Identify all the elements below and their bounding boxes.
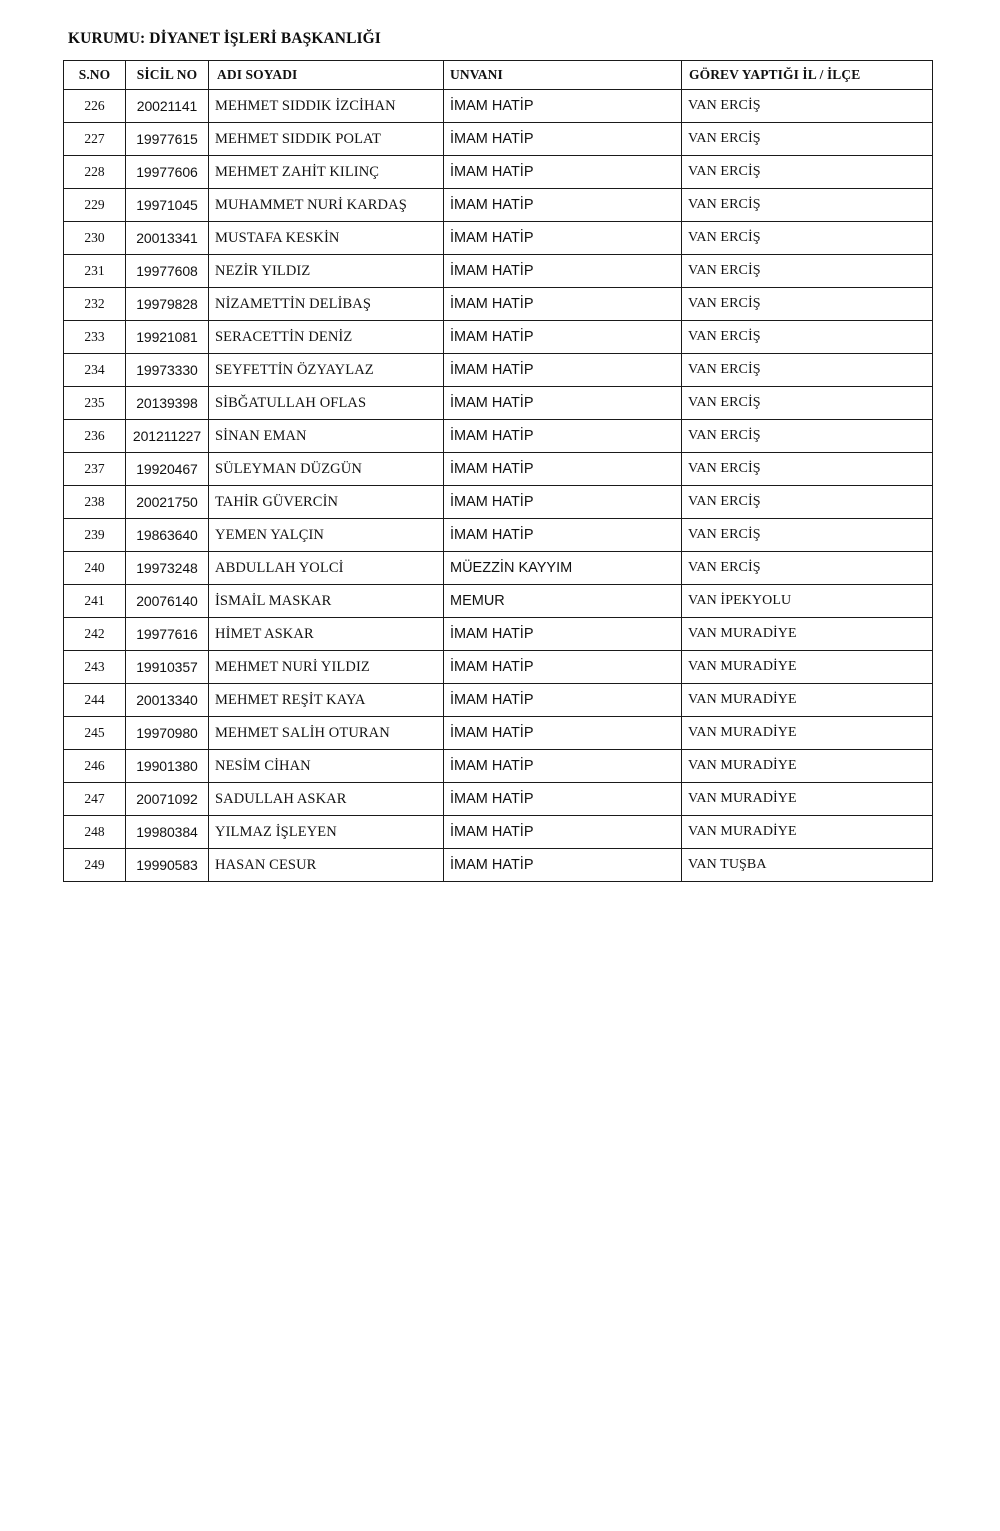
cell-name: HASAN CESUR xyxy=(209,849,444,882)
table-header-row xyxy=(64,61,933,90)
cell-sicil-no: 19973330 xyxy=(126,354,209,387)
cell-sicil-no: 20021141 xyxy=(126,90,209,123)
cell-title: MÜEZZİN KAYYIM xyxy=(444,552,682,585)
cell-location: VAN ERCİŞ xyxy=(682,354,933,387)
table-body xyxy=(64,90,933,882)
table-row xyxy=(64,255,933,288)
cell-sno: 242 xyxy=(64,618,126,651)
cell-sno: 249 xyxy=(64,849,126,882)
cell-name: YILMAZ İŞLEYEN xyxy=(209,816,444,849)
cell-sicil-no: 20139398 xyxy=(126,387,209,420)
table-row xyxy=(64,222,933,255)
cell-sno: 228 xyxy=(64,156,126,189)
cell-sno: 230 xyxy=(64,222,126,255)
table-row xyxy=(64,849,933,882)
table-row xyxy=(64,585,933,618)
cell-name: HİMET ASKAR xyxy=(209,618,444,651)
cell-location: VAN ERCİŞ xyxy=(682,420,933,453)
cell-sicil-no: 20013340 xyxy=(126,684,209,717)
cell-title: İMAM HATİP xyxy=(444,321,682,354)
table-row xyxy=(64,123,933,156)
cell-name: NESİM CİHAN xyxy=(209,750,444,783)
table-row xyxy=(64,783,933,816)
cell-sicil-no: 19973248 xyxy=(126,552,209,585)
cell-location: VAN ERCİŞ xyxy=(682,321,933,354)
cell-location: VAN İPEKYOLU xyxy=(682,585,933,618)
cell-title: İMAM HATİP xyxy=(444,783,682,816)
cell-sno: 238 xyxy=(64,486,126,519)
cell-sno: 236 xyxy=(64,420,126,453)
cell-sno: 240 xyxy=(64,552,126,585)
personnel-table-container xyxy=(63,60,932,882)
cell-location: VAN MURADİYE xyxy=(682,750,933,783)
cell-title: İMAM HATİP xyxy=(444,387,682,420)
cell-name: MEHMET NURİ YILDIZ xyxy=(209,651,444,684)
cell-sno: 241 xyxy=(64,585,126,618)
table-row xyxy=(64,684,933,717)
cell-title: İMAM HATİP xyxy=(444,288,682,321)
cell-location: VAN MURADİYE xyxy=(682,816,933,849)
cell-name: SEYFETTİN ÖZYAYLAZ xyxy=(209,354,444,387)
cell-location: VAN ERCİŞ xyxy=(682,90,933,123)
cell-title: İMAM HATİP xyxy=(444,849,682,882)
cell-sicil-no: 19980384 xyxy=(126,816,209,849)
cell-sno: 245 xyxy=(64,717,126,750)
cell-location: VAN MURADİYE xyxy=(682,684,933,717)
cell-name: YEMEN YALÇIN xyxy=(209,519,444,552)
cell-title: İMAM HATİP xyxy=(444,684,682,717)
personnel-table xyxy=(63,60,933,882)
cell-location: VAN ERCİŞ xyxy=(682,156,933,189)
cell-sno: 226 xyxy=(64,90,126,123)
cell-sicil-no: 19901380 xyxy=(126,750,209,783)
cell-sno: 246 xyxy=(64,750,126,783)
cell-title: İMAM HATİP xyxy=(444,816,682,849)
cell-sicil-no: 19910357 xyxy=(126,651,209,684)
cell-title: İMAM HATİP xyxy=(444,90,682,123)
cell-location: VAN TUŞBA xyxy=(682,849,933,882)
cell-title: İMAM HATİP xyxy=(444,255,682,288)
cell-sno: 231 xyxy=(64,255,126,288)
cell-sno: 235 xyxy=(64,387,126,420)
table-row xyxy=(64,90,933,123)
cell-title: İMAM HATİP xyxy=(444,486,682,519)
cell-name: İSMAİL MASKAR xyxy=(209,585,444,618)
cell-title: İMAM HATİP xyxy=(444,222,682,255)
cell-title: İMAM HATİP xyxy=(444,519,682,552)
cell-title: İMAM HATİP xyxy=(444,156,682,189)
table-header xyxy=(64,61,933,90)
cell-sicil-no: 19977615 xyxy=(126,123,209,156)
cell-name: MEHMET ZAHİT KILINÇ xyxy=(209,156,444,189)
cell-sno: 247 xyxy=(64,783,126,816)
table-row xyxy=(64,717,933,750)
cell-location: VAN MURADİYE xyxy=(682,783,933,816)
cell-location: VAN ERCİŞ xyxy=(682,288,933,321)
cell-sicil-no: 19990583 xyxy=(126,849,209,882)
column-header-title: UNVANI xyxy=(444,61,682,90)
cell-sno: 229 xyxy=(64,189,126,222)
cell-name: SADULLAH ASKAR xyxy=(209,783,444,816)
cell-sicil-no: 201211227 xyxy=(126,420,209,453)
cell-sicil-no: 19977616 xyxy=(126,618,209,651)
cell-location: VAN ERCİŞ xyxy=(682,255,933,288)
cell-title: İMAM HATİP xyxy=(444,651,682,684)
cell-sno: 248 xyxy=(64,816,126,849)
cell-title: İMAM HATİP xyxy=(444,453,682,486)
cell-title: İMAM HATİP xyxy=(444,618,682,651)
cell-title: İMAM HATİP xyxy=(444,717,682,750)
cell-location: VAN ERCİŞ xyxy=(682,552,933,585)
cell-sno: 243 xyxy=(64,651,126,684)
cell-location: VAN ERCİŞ xyxy=(682,189,933,222)
table-row xyxy=(64,321,933,354)
cell-name: TAHİR GÜVERCİN xyxy=(209,486,444,519)
cell-sno: 234 xyxy=(64,354,126,387)
table-row xyxy=(64,519,933,552)
table-row xyxy=(64,618,933,651)
cell-name: SERACETTİN DENİZ xyxy=(209,321,444,354)
table-row xyxy=(64,288,933,321)
cell-sicil-no: 19979828 xyxy=(126,288,209,321)
cell-title: İMAM HATİP xyxy=(444,420,682,453)
cell-sicil-no: 19977606 xyxy=(126,156,209,189)
cell-title: MEMUR xyxy=(444,585,682,618)
cell-name: MEHMET SALİH OTURAN xyxy=(209,717,444,750)
column-header-sicil: SİCİL NO xyxy=(126,61,209,90)
cell-sno: 227 xyxy=(64,123,126,156)
cell-name: MEHMET SIDDIK POLAT xyxy=(209,123,444,156)
cell-location: VAN ERCİŞ xyxy=(682,519,933,552)
cell-title: İMAM HATİP xyxy=(444,354,682,387)
page-title: KURUMU: DİYANET İŞLERİ BAŞKANLIĞI xyxy=(68,30,381,47)
table-row xyxy=(64,387,933,420)
table-row xyxy=(64,486,933,519)
cell-sno: 244 xyxy=(64,684,126,717)
table-row xyxy=(64,750,933,783)
table-row xyxy=(64,651,933,684)
cell-location: VAN MURADİYE xyxy=(682,717,933,750)
cell-title: İMAM HATİP xyxy=(444,123,682,156)
cell-sicil-no: 20021750 xyxy=(126,486,209,519)
cell-location: VAN ERCİŞ xyxy=(682,123,933,156)
cell-location: VAN ERCİŞ xyxy=(682,453,933,486)
cell-sno: 233 xyxy=(64,321,126,354)
cell-sicil-no: 19863640 xyxy=(126,519,209,552)
cell-location: VAN MURADİYE xyxy=(682,618,933,651)
cell-name: NEZİR YILDIZ xyxy=(209,255,444,288)
cell-name: SİBĞATULLAH OFLAS xyxy=(209,387,444,420)
cell-sicil-no: 19977608 xyxy=(126,255,209,288)
cell-sicil-no: 20076140 xyxy=(126,585,209,618)
table-row xyxy=(64,156,933,189)
table-row xyxy=(64,552,933,585)
cell-name: MUHAMMET NURİ KARDAŞ xyxy=(209,189,444,222)
column-header-sno: S.NO xyxy=(64,61,126,90)
cell-sicil-no: 19921081 xyxy=(126,321,209,354)
cell-name: MEHMET SIDDIK İZCİHAN xyxy=(209,90,444,123)
table-row xyxy=(64,189,933,222)
cell-name: SİNAN EMAN xyxy=(209,420,444,453)
cell-name: NİZAMETTİN DELİBAŞ xyxy=(209,288,444,321)
cell-title: İMAM HATİP xyxy=(444,189,682,222)
cell-sno: 237 xyxy=(64,453,126,486)
table-row xyxy=(64,816,933,849)
column-header-name: ADI SOYADI xyxy=(209,61,444,90)
cell-location: VAN ERCİŞ xyxy=(682,222,933,255)
cell-sicil-no: 20071092 xyxy=(126,783,209,816)
cell-location: VAN ERCİŞ xyxy=(682,387,933,420)
cell-name: SÜLEYMAN DÜZGÜN xyxy=(209,453,444,486)
column-header-location: GÖREV YAPTIĞI İL / İLÇE xyxy=(682,61,933,90)
cell-sicil-no: 20013341 xyxy=(126,222,209,255)
cell-name: ABDULLAH YOLCİ xyxy=(209,552,444,585)
table-row xyxy=(64,420,933,453)
cell-sicil-no: 19971045 xyxy=(126,189,209,222)
cell-name: MEHMET REŞİT KAYA xyxy=(209,684,444,717)
cell-title: İMAM HATİP xyxy=(444,750,682,783)
table-row xyxy=(64,453,933,486)
cell-sicil-no: 19920467 xyxy=(126,453,209,486)
cell-sicil-no: 19970980 xyxy=(126,717,209,750)
cell-sno: 232 xyxy=(64,288,126,321)
cell-name: MUSTAFA KESKİN xyxy=(209,222,444,255)
cell-location: VAN ERCİŞ xyxy=(682,486,933,519)
cell-sno: 239 xyxy=(64,519,126,552)
cell-location: VAN MURADİYE xyxy=(682,651,933,684)
table-row xyxy=(64,354,933,387)
